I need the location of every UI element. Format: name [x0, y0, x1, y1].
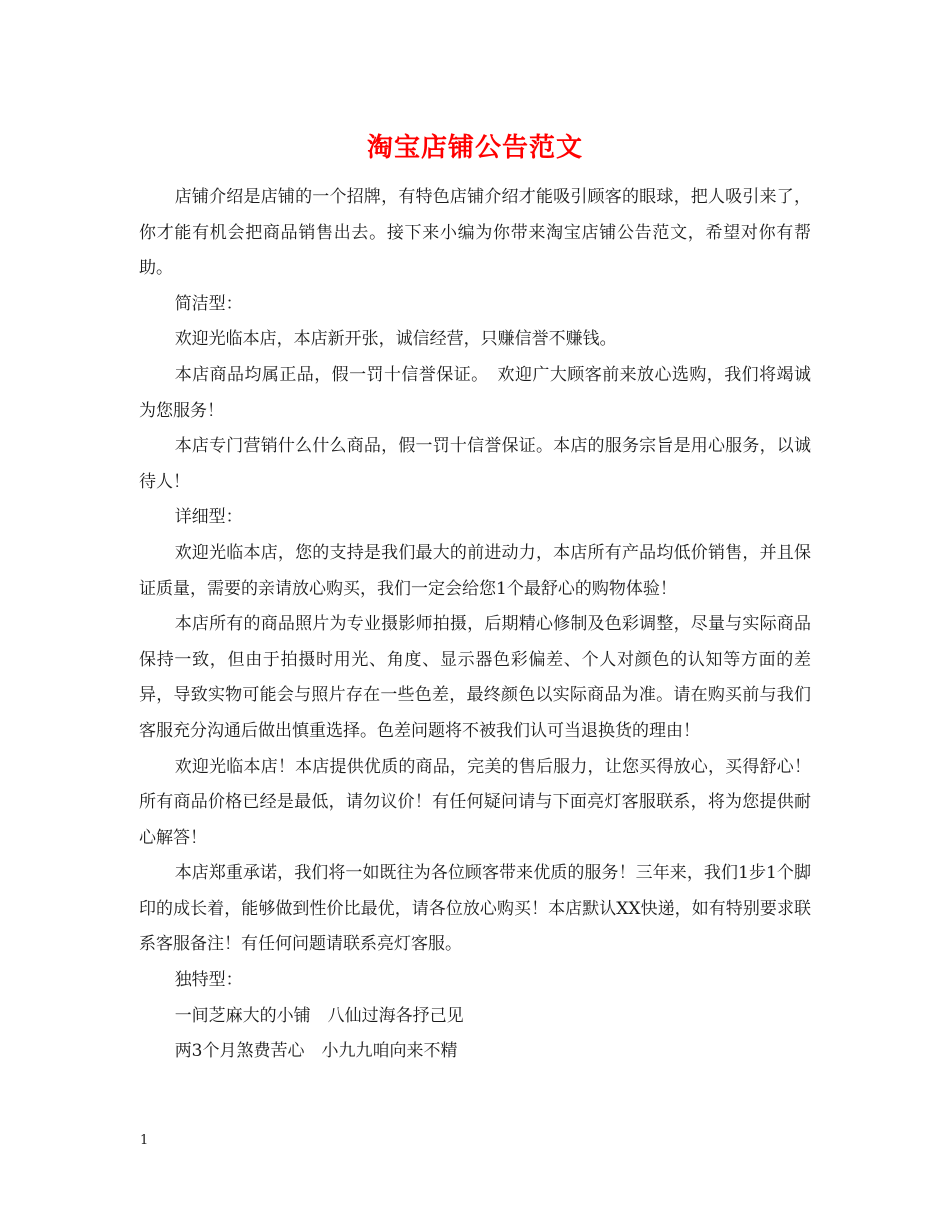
- section-heading-detailed: 详细型：: [174, 507, 243, 528]
- document-body: [139, 180, 811, 1070]
- section-heading-concise: 简洁型：: [174, 293, 243, 314]
- paragraph: 本店专门营销什么什么商品，假一罚十信誉保证。本店的服务宗旨是用心服务，以诚待人！: [139, 436, 811, 492]
- paragraph: 本店所有的商品照片为专业摄影师拍摄，后期精心修制及色彩调整，尽量与实际商品保持一致，但由于拍摄时用光、角度、显示器色彩偏差、个人对颜色的认知等方面的差异，导致实物可能会与照片存在一些色差，最终颜色以实际商品为准。请在购买前与我们客服充分沟通后做出慎重选择。色差问题将不被我们认可当退换货的理由！: [139, 614, 811, 741]
- paragraph-intro: 店铺介绍是店铺的一个招牌，有特色店铺介绍才能吸引顾客的眼球，把人吸引来了，你才能有机会把商品销售出去。接下来小编为你带来淘宝店铺公告范文，希望对你有帮助。: [139, 187, 811, 279]
- paragraph: 欢迎光临本店，本店新开张，诚信经营，只赚信誉不赚钱。: [174, 329, 617, 350]
- verse-line: 两3个月煞费苦心 小九九咱向来不精: [174, 1041, 458, 1062]
- section-heading-unique: 独特型：: [174, 970, 243, 991]
- paragraph: 欢迎光临本店！本店提供优质的商品，完美的售后服力，让您买得放心，买得舒心！所有商品价格已经是最低，请勿议价！有任何疑问请与下面亮灯客服联系，将为您提供耐心解答！: [139, 756, 811, 848]
- page-number: 1: [140, 1133, 149, 1148]
- verse-line: 一间芝麻大的小铺 八仙过海各抒己见: [174, 1005, 464, 1026]
- document-title: 淘宝店铺公告范文: [366, 133, 583, 163]
- paragraph: 本店郑重承诺，我们将一如既往为各位顾客带来优质的服务！三年来，我们1步1个脚印的成长着，能够做到性价比最优，请各位放心购买！本店默认XX快递，如有特别要求联系客服备注！有任何问题请联系亮灯客服。: [139, 863, 811, 955]
- paragraph: 欢迎光临本店，您的支持是我们最大的前进动力，本店所有产品均低价销售，并且保证质量，需要的亲请放心购买，我们一定会给您1个最舒心的购物体验！: [139, 542, 811, 599]
- paragraph: 本店商品均属正品，假一罚十信誉保证。 欢迎广大顾客前来放心选购，我们将竭诚为您服务！: [139, 364, 811, 421]
